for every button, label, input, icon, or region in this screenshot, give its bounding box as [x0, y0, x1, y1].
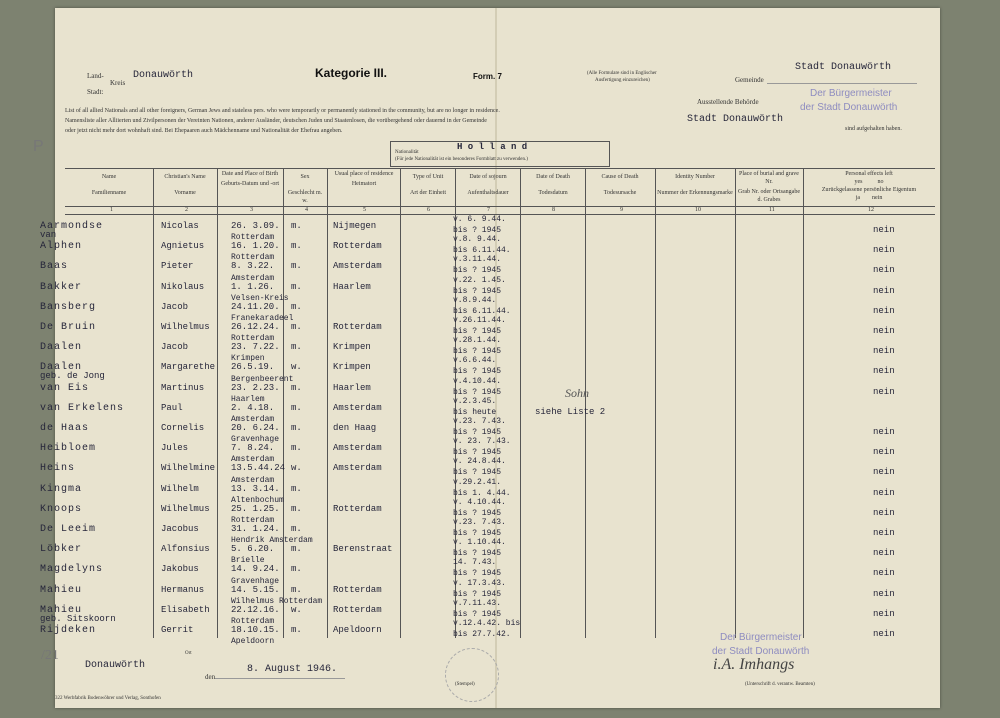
residence: Amsterdam: [333, 402, 382, 413]
column-number: 5: [363, 207, 366, 213]
sojourn-until: bis ? 1945: [453, 347, 502, 357]
sojourn-until: bis ? 1945: [453, 468, 502, 478]
person-surname: Knoops: [40, 503, 83, 515]
effects-left: nein: [873, 507, 895, 518]
sojourn-from: v. 1.10.44.: [453, 538, 506, 548]
person-name-suffix: geb. Sitskoorn: [40, 613, 116, 624]
birth-date: 20. 6.24.: [231, 423, 280, 433]
person-first-name: Nicolas: [161, 221, 199, 231]
sojourn-until: bis ? 1945: [453, 327, 502, 336]
birth-place: Altenbochum: [231, 495, 284, 505]
person-first-name: Paul: [161, 402, 183, 413]
effects-left: nein: [873, 467, 895, 478]
birth-place: Bergenbeerent: [231, 374, 294, 384]
form-title: Kategorie III.: [315, 66, 388, 80]
sojourn-from: v.8.9.44.: [453, 295, 497, 305]
person-surname: Kingma: [40, 483, 83, 495]
sojourn-until: bis heute: [453, 407, 497, 417]
person-sex: w.: [291, 463, 302, 474]
person-sex: m.: [291, 301, 302, 312]
sojourn-from: v.22. 1.45.: [453, 275, 506, 285]
col-effects-head: Personal effects left yes no Zurückgelassene persönliche Eigentum ja nein: [821, 171, 917, 201]
stempel-label: (Stempel): [455, 682, 475, 687]
table-row: [40, 334, 940, 362]
person-sex: m.: [291, 382, 302, 393]
person-first-name: Wilhelmus: [161, 503, 210, 514]
sojourn-from: v.12.4.42. bis: [453, 619, 521, 628]
person-first-name: Wilhelm: [161, 483, 199, 494]
effects-left: nein: [873, 366, 895, 377]
date-line: [215, 678, 345, 679]
row-remark: siehe Liste 2: [535, 406, 606, 417]
person-sex: m.: [291, 443, 302, 454]
sojourn-until: bis 27.7.42.: [453, 630, 511, 639]
margin-mark: P: [33, 138, 44, 155]
person-surname: van Erkelens: [40, 402, 125, 414]
effects-left: nein: [873, 608, 895, 619]
sojourn-until: bis 1. 4.44.: [453, 488, 511, 498]
birth-date: 24.11.20.: [231, 301, 280, 312]
effects-left: nein: [873, 629, 895, 639]
person-first-name: Jacob: [161, 301, 189, 312]
sign-label: (Unterschrift d. verantw. Beamten): [745, 682, 815, 687]
person-surname: Mahieu: [40, 604, 83, 616]
sojourn-until: bis 6.11.44.: [453, 246, 511, 256]
residence: Amsterdam: [333, 463, 382, 474]
table-row: [40, 273, 940, 302]
person-name-suffix: geb. de Jong: [40, 371, 105, 382]
intro-line-3: oder jetzt nicht mehr dort wohnhaft sind. Bei Ehepaaren auch Mädchenname und Nationalität der Ehefrau angeben.: [65, 128, 343, 134]
column-number: 3: [250, 207, 253, 213]
person-first-name: Margarethe: [161, 362, 216, 373]
birth-place: Gravenhage: [231, 435, 280, 445]
birth-date: 22.12.16.: [231, 604, 280, 615]
birth-date: 13. 3.14.: [231, 483, 280, 494]
birth-date: 23. 2.23.: [231, 382, 280, 393]
effects-left: nein: [873, 265, 895, 276]
bottom-den-label: den: [205, 673, 216, 681]
residence: Haarlem: [333, 382, 371, 393]
birth-date: 1. 1.26.: [231, 281, 275, 292]
effects-left: nein: [873, 548, 895, 559]
birth-date: 13.5.44.24: [231, 463, 286, 474]
behoerde-label: Ausstellende Behörde: [697, 98, 759, 106]
sojourn-from: v. 23. 7.43.: [453, 437, 511, 447]
sojourn-until: bis ? 1945: [453, 529, 502, 538]
person-first-name: Jules: [161, 443, 189, 454]
form-note-2: Ausfertigung einzureichen): [595, 78, 650, 83]
gemeinde-label: Gemeinde: [735, 76, 764, 84]
person-sex: m.: [291, 503, 302, 514]
sojourn-from: v.23. 7.43.: [453, 518, 506, 527]
person-first-name: Wilhelmine: [161, 463, 216, 474]
birth-date: 14. 5.15.: [231, 584, 280, 595]
sojourn-from: v.8. 9.44.: [453, 235, 502, 245]
col-death-head: Date of Death Todesdatum: [536, 174, 570, 196]
col-res-head: Usual place of residence Heimatort: [334, 171, 394, 187]
person-sex: m.: [291, 221, 302, 231]
column-number: 12: [868, 207, 874, 213]
nationality-label: Nationalität: [395, 150, 419, 155]
sojourn-until: bis ? 1945: [453, 428, 502, 437]
sojourn-until: bis ? 1945: [453, 569, 502, 579]
person-surname: Baas: [40, 261, 69, 273]
person-surname: Heibloem: [40, 443, 97, 455]
col-sex-head: Sex Geschlecht m. w.: [287, 174, 323, 204]
person-first-name: Martinus: [161, 382, 205, 393]
column-number: 7: [487, 207, 490, 213]
sojourn-from: v.7.11.43.: [453, 598, 502, 608]
birth-date: 26.5.19.: [231, 362, 275, 373]
col-burial-head: Place of burial and grave Nr. Grab Nr. oder Ortsangabe d. Grabes: [738, 171, 800, 203]
person-sex: m.: [291, 524, 302, 534]
person-name-suffix: van: [40, 230, 57, 240]
birth-date: 16. 1.20.: [231, 241, 280, 252]
birth-place: Amsterdam: [231, 475, 275, 485]
birth-date: 31. 1.24.: [231, 524, 280, 534]
person-sex: m.: [291, 483, 302, 494]
residence: Rotterdam: [333, 584, 382, 595]
birth-date: 8. 3.22.: [231, 261, 275, 272]
person-surname: Mahieu: [40, 584, 83, 596]
col-dob-head: Date and Place of Birth Geburts-Datum und -ort: [221, 171, 279, 187]
person-surname: van Eis: [40, 382, 90, 394]
sojourn-until: bis ? 1945: [453, 589, 502, 599]
residence: Krimpen: [333, 362, 371, 373]
person-sex: m.: [291, 564, 302, 575]
birth-place: Rotterdam: [231, 233, 275, 243]
person-sex: m.: [291, 423, 302, 433]
person-sex: m.: [291, 544, 302, 555]
stamp-seal-icon: [445, 648, 499, 702]
effects-left: nein: [873, 305, 895, 316]
nationality-note: (Für jede Nationalität ist ein besonderes Formblatt zu verwenden.): [395, 157, 528, 162]
birth-date: 18.10.15.: [231, 625, 280, 635]
effects-left: nein: [873, 326, 895, 336]
sojourn-from: v.4.10.44.: [453, 376, 502, 386]
effects-left: nein: [873, 588, 895, 599]
birth-date: 2. 4.18.: [231, 402, 275, 413]
birth-place: Gravenhage: [231, 576, 280, 586]
col-cause-head: Cause of Death Todesursache: [601, 174, 639, 196]
column-number: 6: [427, 207, 430, 213]
person-surname: Aarmondse: [40, 221, 104, 232]
birth-place: Krimpen: [231, 354, 265, 364]
effects-left: nein: [873, 487, 895, 498]
column-number: 8: [552, 207, 555, 213]
sojourn-until: bis ? 1945: [453, 286, 502, 296]
gemeinde-value: Stadt Donauwörth: [795, 62, 892, 73]
person-first-name: Jacob: [161, 342, 189, 353]
sojourn-until: bis ? 1945: [453, 508, 502, 518]
birth-date: 5. 6.20.: [231, 544, 275, 555]
person-first-name: Agnietus: [161, 241, 205, 252]
sojourn-from: v.28.1.44.: [453, 336, 502, 346]
residence: Rotterdam: [333, 322, 382, 332]
sojourn-from: v. 24.8.44.: [453, 457, 506, 467]
person-surname: Daalen: [40, 342, 83, 354]
bottom-place: Donauwörth: [85, 660, 146, 671]
column-number: 1: [110, 207, 113, 213]
intro-line-2: Namensliste aller Alliierten und Zivilpersonen der Vereinten Nationen, anderer Ausländer, deutschen Juden und Staatenlosen, die vorübergehend oder dauernd in der Gemeinde: [65, 118, 487, 124]
birth-place: Amsterdam: [231, 455, 275, 465]
birth-date: 26. 3.09.: [231, 221, 280, 231]
intro-line-1: List of all allied Nationals and all other foreigners, German Jews and stateless pers. who were temporarily or permanently stationed in the community, but are no longer in residence.: [65, 108, 500, 114]
sojourn-from: v.26.11.44.: [453, 316, 506, 325]
birth-place: Rotterdam: [231, 617, 275, 626]
person-surname: Heins: [40, 463, 76, 475]
nationality-value: H o l l a n d: [457, 142, 528, 152]
effects-left: nein: [873, 346, 895, 357]
stamp-bottom-2: der Stadt Donauwörth: [712, 646, 810, 657]
person-sex: m.: [291, 261, 302, 272]
birth-place: Haarlem: [231, 394, 265, 404]
stamp-top-1: Der Bürgermeister: [810, 88, 892, 99]
column-number: 11: [769, 207, 775, 213]
nationality-box: [390, 141, 610, 167]
sojourn-until: bis ? 1945: [453, 609, 502, 619]
person-first-name: Alfonsius: [161, 544, 210, 555]
intro-tail: sind aufgehalten haben.: [845, 126, 902, 132]
column-number: 10: [695, 207, 701, 213]
sojourn-until: bis ? 1945: [453, 448, 502, 458]
person-first-name: Elisabeth: [161, 604, 210, 615]
person-sex: m.: [291, 322, 302, 332]
birth-place: Rotterdam: [231, 253, 275, 263]
behoerde-value: Stadt Donauwörth: [687, 114, 784, 125]
form-note-1: (Alle Formulare sind in Englischer: [587, 71, 657, 76]
person-first-name: Cornelis: [161, 423, 205, 433]
residence: den Haag: [333, 423, 377, 433]
stadt-label: Stadt:: [87, 88, 104, 96]
effects-left: nein: [873, 447, 895, 458]
person-surname: Alphen: [40, 241, 83, 253]
last-birth-place: Apeldoorn: [231, 637, 275, 647]
kreis-value: Donauwörth: [133, 70, 194, 81]
sojourn-from: v.23. 7.43.: [453, 417, 506, 426]
birth-place: Amsterdam: [231, 273, 275, 283]
residence: Haarlem: [333, 281, 371, 292]
person-surname: Magdelyns: [40, 564, 104, 576]
sojourn-from: 14. 7.43.: [453, 558, 497, 568]
residence: Amsterdam: [333, 261, 382, 272]
person-first-name: Nikolaus: [161, 281, 205, 292]
birth-date: 7. 8.24.: [231, 443, 275, 454]
person-surname: Daalen: [40, 362, 83, 374]
residence: Rotterdam: [333, 241, 382, 252]
column-number: 4: [305, 207, 308, 213]
person-surname: Bansberg: [40, 301, 97, 313]
person-surname: de Haas: [40, 423, 90, 434]
person-surname: De Leeim: [40, 524, 97, 535]
person-surname: Löbker: [40, 544, 83, 556]
sojourn-from: v. 4.10.44.: [453, 497, 506, 507]
sojourn-until: bis ? 1945: [453, 226, 502, 235]
gemeinde-line: [767, 83, 917, 84]
sojourn-from: v.29.2.41.: [453, 477, 502, 487]
printer-line: 322 Werbfabrik Bodenwöhrer und Verlag, Sonthofen: [55, 696, 161, 701]
person-surname: Rijdeken: [40, 625, 97, 636]
birth-place: Rotterdam: [231, 334, 275, 344]
sojourn-until: bis 6.11.44.: [453, 306, 511, 316]
person-sex: m.: [291, 281, 302, 292]
birth-place: Franekaradeel: [231, 314, 294, 323]
column-number: 9: [620, 207, 623, 213]
column-number: 2: [185, 207, 188, 213]
effects-left: nein: [873, 568, 895, 579]
effects-left: nein: [873, 245, 895, 256]
birth-place: Velsen-Kreis: [231, 293, 289, 303]
table-nums-line: [65, 206, 935, 207]
page-number: /21: [41, 648, 59, 663]
stamp-bottom-1: Der Bürgermeister: [720, 632, 802, 643]
person-sex: m.: [291, 584, 302, 595]
sojourn-from: v. 6. 9.44.: [453, 215, 506, 224]
person-sex: m.: [291, 402, 302, 413]
residence: Krimpen: [333, 342, 371, 353]
kreis-label: Kreis: [110, 79, 126, 87]
residence: Nijmegen: [333, 221, 377, 231]
person-surname: De Bruin: [40, 322, 97, 333]
person-first-name: Pieter: [161, 261, 194, 272]
sojourn-until: bis ? 1945: [453, 549, 502, 559]
col-identity-head: Identity Number Nummer der Erkennungsmarke: [657, 174, 733, 196]
person-first-name: Wilhelmus: [161, 322, 210, 332]
bottom-date: 8. August 1946.: [247, 664, 338, 675]
bottom-ort-label: Ort: [185, 651, 192, 656]
person-first-name: Gerrit: [161, 625, 194, 635]
person-sex: m.: [291, 342, 302, 353]
person-surname: Bakker: [40, 281, 83, 293]
sojourn-until: bis ? 1945: [453, 387, 502, 397]
birth-place: Wilhelmus Rotterdam: [231, 596, 323, 606]
signature: i.A. Imhangs: [713, 656, 795, 673]
person-sex: m.: [291, 625, 302, 635]
sojourn-from: v.2.3.45.: [453, 396, 497, 406]
stamp-top-2: der Stadt Donauwörth: [800, 102, 898, 113]
effects-left: nein: [873, 225, 895, 235]
handwritten-note: Sohn: [565, 386, 589, 400]
birth-date: 14. 9.24.: [231, 564, 280, 575]
birth-place: Hendrik Amsterdam: [231, 536, 313, 546]
person-sex: w.: [291, 362, 302, 373]
col-first-head: Christian's Name Vorname: [164, 174, 206, 196]
table-row: [40, 536, 940, 564]
col-unit-head: Type of Unit Art der Einheit: [410, 174, 446, 196]
person-sex: m.: [291, 241, 302, 252]
person-sex: w.: [291, 604, 302, 615]
sojourn-until: bis ? 1945: [453, 367, 502, 377]
document-sheet: [33, 8, 940, 708]
form-number: Form. 7: [473, 72, 502, 81]
residence: Berenstraat: [333, 544, 393, 555]
birth-place: Brielle: [231, 556, 265, 566]
birth-date: 25. 1.25.: [231, 503, 280, 514]
residence: Apeldoorn: [333, 625, 382, 635]
effects-left: nein: [873, 528, 895, 538]
sojourn-from: v. 17.3.43.: [453, 578, 506, 588]
effects-left: nein: [873, 427, 895, 437]
birth-place: Amsterdam: [231, 415, 275, 424]
residence: Rotterdam: [333, 604, 382, 615]
person-first-name: Jacobus: [161, 524, 199, 534]
birth-date: 26.12.24.: [231, 322, 280, 332]
sojourn-until: bis ? 1945: [453, 266, 502, 276]
person-first-name: Hermanus: [161, 584, 205, 595]
birth-place: Rotterdam: [231, 516, 275, 525]
effects-left: nein: [873, 386, 895, 397]
residence: Rotterdam: [333, 503, 382, 514]
birth-date: 23. 7.22.: [231, 342, 280, 353]
col-name-head: Name Familienname: [91, 174, 127, 196]
col-sojourn-head: Date of sojourn Aufenthaltsdauer: [467, 174, 509, 196]
sojourn-from: v.6.6.44.: [453, 356, 497, 366]
residence: Amsterdam: [333, 443, 382, 454]
table-top-line: [65, 168, 935, 169]
land-label: Land-: [87, 72, 104, 80]
person-first-name: Jakobus: [161, 564, 199, 575]
effects-left: nein: [873, 285, 895, 296]
sojourn-from: v.3.11.44.: [453, 255, 502, 265]
